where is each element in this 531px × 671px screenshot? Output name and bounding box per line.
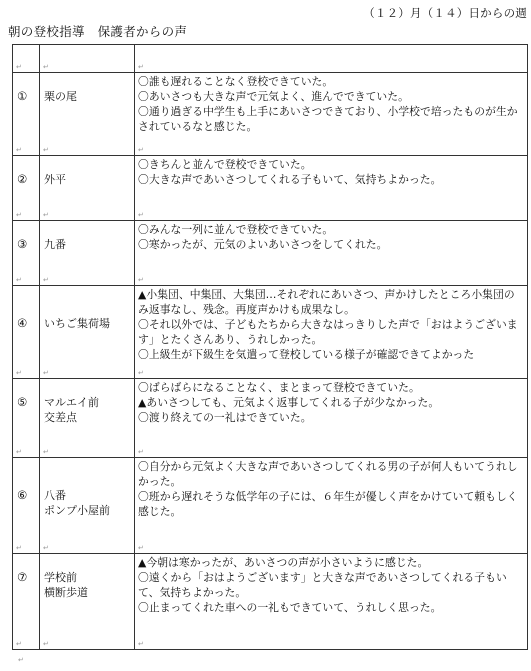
paragraph-mark: ↵ (138, 146, 144, 154)
week-label: （１２）月（１４）日からの週 (363, 6, 527, 20)
table-row (13, 458, 528, 554)
blank-cell (13, 45, 40, 73)
row-number: ③ (17, 237, 28, 251)
paragraph-mark: ↵ (16, 146, 22, 154)
feedback-line: 〇班から遅れそうな低学年の子には、６年生が優しく声をかけていて頼もしく感じた。 (138, 490, 518, 518)
feedback-line: ▲小集団、中集団、大集団…それぞれにあいさつ、声かけしたところ小集団のみ返事なし、残念。再度声かけも成果なし。 (138, 288, 515, 316)
paragraph-mark: ↵ (43, 146, 49, 154)
row-number-cell (13, 458, 40, 554)
page-title: 朝の登校指導 保護者からの声 (8, 24, 188, 39)
location-cell (40, 379, 135, 458)
table-row (13, 286, 528, 379)
feedback-cell (135, 554, 528, 650)
feedback-line: 〇ばらばらになることなく、まとまって登校できていた。 (138, 381, 420, 394)
paragraph-mark: ↵ (43, 211, 49, 219)
location-name: 栗の尾 (44, 90, 77, 103)
location-name: 学校前 (44, 571, 77, 584)
paragraph-mark: ↵ (138, 276, 144, 284)
header-blank-row (13, 45, 528, 73)
location-name: 八番 (44, 489, 66, 502)
location-name: マルエイ前 (44, 396, 99, 409)
blank-cell (40, 45, 135, 73)
feedback-line: 〇大きな声であいさつしてくれる子もいて、気持ちよかった。 (138, 173, 442, 186)
paragraph-mark: ↵ (18, 656, 24, 664)
feedback-line: 〇渡り終えての一礼はできていた。 (138, 411, 312, 424)
paragraph-mark: ↵ (43, 448, 49, 456)
paragraph-mark: ↵ (43, 63, 49, 71)
feedback-line: 〇みんな一列に並んで登校できていた。 (138, 223, 334, 236)
table-row (13, 221, 528, 286)
paragraph-mark: ↵ (16, 544, 22, 552)
row-number-cell (13, 73, 40, 156)
location-name: 交差点 (44, 411, 77, 424)
feedback-line: ▲今朝は寒かったが、あいさつの声が小さいように感じた。 (138, 556, 429, 569)
feedback-line: 〇それ以外では、子どもたちから大きなはっきりした声で「おはようございます」とたくさんあり、うれしかった。 (138, 318, 518, 346)
feedback-cell (135, 221, 528, 286)
paragraph-mark: ↵ (138, 63, 144, 71)
location-cell (40, 221, 135, 286)
feedback-line: 〇きちんと並んで登校できていた。 (138, 158, 312, 171)
feedback-cell (135, 458, 528, 554)
location-name: 外平 (44, 173, 66, 186)
feedback-cell (135, 286, 528, 379)
row-number-cell (13, 379, 40, 458)
location-cell (40, 286, 135, 379)
feedback-line: 〇自分から元気よく大きな声であいさつしてくれる男の子が何人もいてうれしかった。 (138, 460, 518, 488)
paragraph-mark: ↵ (138, 369, 144, 377)
row-number-cell (13, 554, 40, 650)
row-number: ① (17, 89, 28, 103)
feedback-cell (135, 73, 528, 156)
feedback-line: 〇あいさつも大きな声で元気よく、進んでできていた。 (138, 90, 409, 103)
paragraph-mark: ↵ (16, 369, 22, 377)
table-row (13, 73, 528, 156)
location-cell (40, 156, 135, 221)
blank-cell (135, 45, 528, 73)
paragraph-mark: ↵ (16, 211, 22, 219)
table-row (13, 554, 528, 650)
paragraph-mark: ↵ (16, 448, 22, 456)
paragraph-mark: ↵ (16, 276, 22, 284)
location-name: ポンプ小屋前 (44, 504, 110, 517)
location-cell (40, 458, 135, 554)
feedback-line: 〇上級生が下級生を気遣って登校している様子が確認できてよかった (138, 348, 475, 361)
row-number-cell (13, 286, 40, 379)
feedback-table (12, 44, 528, 650)
row-number: ⑥ (17, 488, 28, 502)
feedback-cell (135, 156, 528, 221)
paragraph-mark: ↵ (43, 544, 49, 552)
paragraph-mark: ↵ (138, 211, 144, 219)
paragraph-mark: ↵ (138, 640, 144, 648)
row-number: ⑦ (17, 570, 28, 584)
feedback-line: 〇誰も遅れることなく登校できていた。 (138, 75, 334, 88)
row-number-cell (13, 221, 40, 286)
location-cell (40, 73, 135, 156)
location-cell (40, 554, 135, 650)
paragraph-mark: ↵ (16, 640, 22, 648)
feedback-line: ▲あいさつしても、元気よく返事してくれる子が少なかった。 (138, 396, 440, 409)
feedback-cell (135, 379, 528, 458)
paragraph-mark: ↵ (43, 640, 49, 648)
table-row (13, 379, 528, 458)
location-name: いちご集荷場 (44, 317, 110, 330)
paragraph-mark: ↵ (43, 276, 49, 284)
paragraph-mark: ↵ (43, 369, 49, 377)
paragraph-mark: ↵ (138, 544, 144, 552)
feedback-line: 〇通り過ぎる中学生も上手にあいさつできており、小学校で培ったものが生かされているなと感じた。 (138, 105, 518, 133)
location-name: 横断歩道 (44, 586, 88, 599)
paragraph-mark: ↵ (138, 448, 144, 456)
table-row (13, 156, 528, 221)
row-number: ④ (17, 316, 28, 330)
row-number-cell (13, 156, 40, 221)
row-number: ⑤ (17, 395, 28, 409)
feedback-line: 〇止まってくれた車への一礼もできていて、うれしく思った。 (138, 601, 442, 614)
row-number: ② (17, 172, 28, 186)
paragraph-mark: ↵ (16, 63, 22, 71)
feedback-line: 〇遠くから「おはようございます」と大きな声であいさつしてくれる子もいて、気持ちよかった。 (138, 571, 507, 599)
feedback-line: 〇寒かったが、元気のよいあいさつをしてくれた。 (138, 238, 388, 251)
location-name: 九番 (44, 238, 66, 251)
